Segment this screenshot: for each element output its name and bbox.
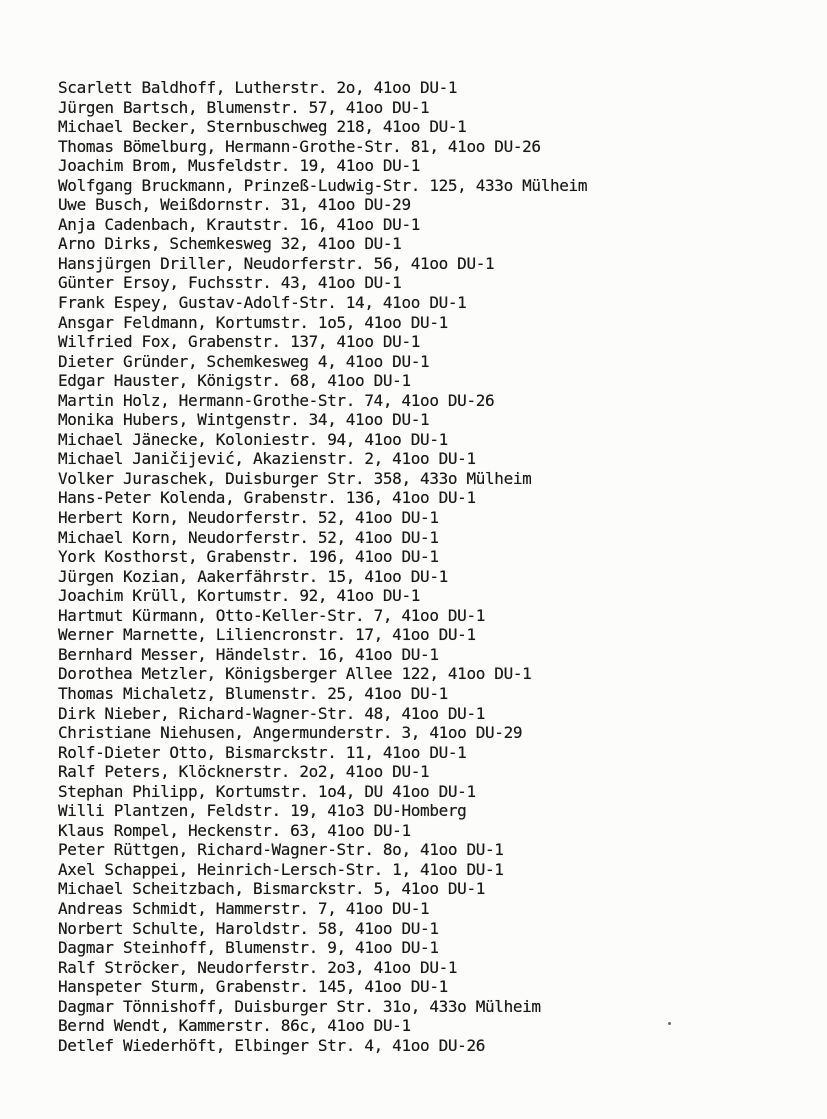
address-entry: Frank Espey, Gustav-Adolf-Str. 14, 41oo DU-1 bbox=[58, 293, 467, 313]
address-entry: Detlef Wiederhöft, Elbinger Str. 4, 41oo DU-26 bbox=[58, 1035, 486, 1055]
address-entry: Joachim Krüll, Kortumstr. 92, 41oo DU-1 bbox=[58, 586, 421, 606]
address-entry: Martin Holz, Hermann-Grothe-Str. 74, 41oo DU-26 bbox=[58, 390, 495, 410]
address-entry: Wilfried Fox, Grabenstr. 137, 41oo DU-1 bbox=[58, 332, 421, 352]
address-entry: Anja Cadenbach, Krautstr. 16, 41oo DU-1 bbox=[58, 214, 421, 234]
address-entry: Hanspeter Sturm, Grabenstr. 145, 41oo DU-1 bbox=[58, 977, 448, 997]
address-entry: Dagmar Steinhoff, Blumenstr. 9, 41oo DU-1 bbox=[58, 938, 439, 958]
address-entry: Norbert Schulte, Haroldstr. 58, 41oo DU-1 bbox=[58, 918, 439, 938]
address-entry: Willi Plantzen, Feldstr. 19, 41o3 DU-Homberg bbox=[58, 801, 467, 821]
address-entry: Klaus Rompel, Heckenstr. 63, 41oo DU-1 bbox=[58, 820, 411, 840]
address-entry: Ralf Peters, Klöcknerstr. 2o2, 41oo DU-1 bbox=[58, 762, 430, 782]
address-entry: Werner Marnette, Liliencronstr. 17, 41oo DU-1 bbox=[58, 625, 476, 645]
address-entry: Michael Janičijević, Akazienstr. 2, 41oo DU-1 bbox=[58, 449, 476, 469]
address-entry: Thomas Bömelburg, Hermann-Grothe-Str. 81, 41oo DU-26 bbox=[58, 136, 541, 156]
address-entry: Volker Juraschek, Duisburger Str. 358, 433o Mülheim bbox=[58, 468, 532, 488]
address-entry: Dagmar Tönnishoff, Duisburger Str. 31o, 433o Mülheim bbox=[58, 996, 541, 1016]
address-entry: Monika Hubers, Wintgenstr. 34, 41oo DU-1 bbox=[58, 410, 430, 430]
address-entry: Peter Rüttgen, Richard-Wagner-Str. 8o, 41oo DU-1 bbox=[58, 840, 504, 860]
address-entry: Dieter Gründer, Schemkesweg 4, 41oo DU-1 bbox=[58, 351, 430, 371]
address-entry: Uwe Busch, Weißdornstr. 31, 41oo DU-29 bbox=[58, 195, 411, 215]
address-entry: Rolf-Dieter Otto, Bismarckstr. 11, 41oo DU-1 bbox=[58, 742, 467, 762]
address-entry: Herbert Korn, Neudorferstr. 52, 41oo DU-1 bbox=[58, 508, 439, 528]
address-entry: Ralf Ströcker, Neudorferstr. 2o3, 41oo DU-1 bbox=[58, 957, 458, 977]
address-entry: Scarlett Baldhoff, Lutherstr. 2o, 41oo DU-1 bbox=[58, 78, 458, 97]
address-entry: Christiane Niehusen, Angermunderstr. 3, 41oo DU-29 bbox=[58, 723, 523, 743]
address-entry: Ansgar Feldmann, Kortumstr. 1o5, 41oo DU-1 bbox=[58, 312, 448, 332]
paper-speck bbox=[668, 1022, 671, 1025]
address-entry: Michael Jänecke, Koloniestr. 94, 41oo DU-1 bbox=[58, 429, 448, 449]
address-entry: Jürgen Bartsch, Blumenstr. 57, 41oo DU-1 bbox=[58, 97, 430, 117]
address-list bbox=[58, 78, 587, 1055]
address-entry: Bernhard Messer, Händelstr. 16, 41oo DU-1 bbox=[58, 644, 439, 664]
address-entry: Andreas Schmidt, Hammerstr. 7, 41oo DU-1 bbox=[58, 898, 430, 918]
address-entry: Joachim Brom, Musfeldstr. 19, 41oo DU-1 bbox=[58, 156, 421, 176]
address-entry: Thomas Michaletz, Blumenstr. 25, 41oo DU-1 bbox=[58, 683, 448, 703]
address-entry: Bernd Wendt, Kammerstr. 86c, 41oo DU-1 bbox=[58, 1016, 411, 1036]
address-entry: Michael Korn, Neudorferstr. 52, 41oo DU-1 bbox=[58, 527, 439, 547]
address-entry: Hans-Peter Kolenda, Grabenstr. 136, 41oo DU-1 bbox=[58, 488, 476, 508]
address-entry: Arno Dirks, Schemkesweg 32, 41oo DU-1 bbox=[58, 234, 402, 254]
address-entry: Stephan Philipp, Kortumstr. 1o4, DU 41oo DU-1 bbox=[58, 781, 476, 801]
address-entry: Axel Schappei, Heinrich-Lersch-Str. 1, 41oo DU-1 bbox=[58, 859, 504, 879]
address-entry: Günter Ersoy, Fuchsstr. 43, 41oo DU-1 bbox=[58, 273, 402, 293]
address-entry: Hansjürgen Driller, Neudorferstr. 56, 41oo DU-1 bbox=[58, 253, 495, 273]
address-entry: Michael Scheitzbach, Bismarckstr. 5, 41oo DU-1 bbox=[58, 879, 486, 899]
address-entry: Hartmut Kürmann, Otto-Keller-Str. 7, 41oo DU-1 bbox=[58, 605, 486, 625]
address-entry: Dorothea Metzler, Königsberger Allee 122, 41oo DU-1 bbox=[58, 664, 532, 684]
address-entry: Edgar Hauster, Königstr. 68, 41oo DU-1 bbox=[58, 371, 411, 391]
address-entry: Wolfgang Bruckmann, Prinzeß-Ludwig-Str. 125, 433o Mülheim bbox=[58, 175, 588, 195]
address-entry: York Kosthorst, Grabenstr. 196, 41oo DU-1 bbox=[58, 547, 439, 567]
address-entry: Jürgen Kozian, Aakerfährstr. 15, 41oo DU-1 bbox=[58, 566, 448, 586]
address-entry: Michael Becker, Sternbuschweg 218, 41oo DU-1 bbox=[58, 117, 467, 137]
address-entry: Dirk Nieber, Richard-Wagner-Str. 48, 41oo DU-1 bbox=[58, 703, 486, 723]
